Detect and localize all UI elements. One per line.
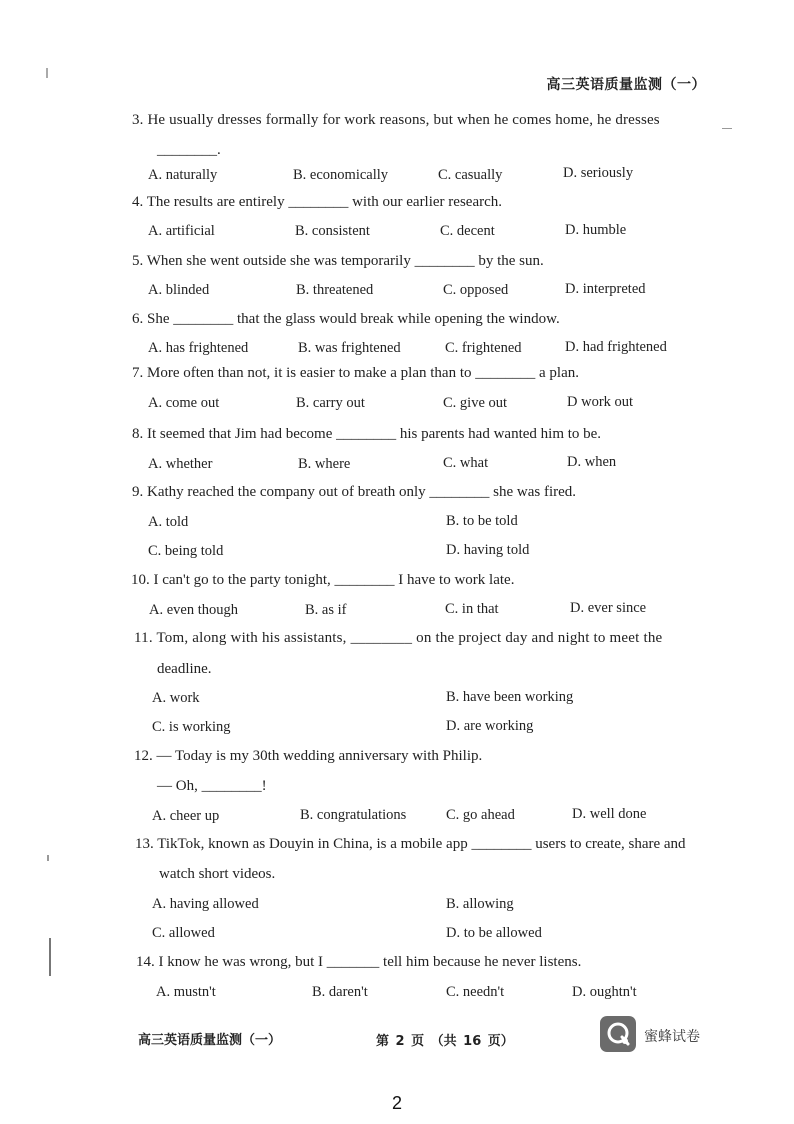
question-5-option-d: D. interpreted [565, 281, 646, 297]
question-7-option-d: D work out [567, 394, 634, 410]
question-4-stem: 4. The results are entirely ________ with our earlier research. [132, 194, 503, 210]
question-9-option-a: A. told [148, 514, 189, 530]
question-8-option-c: C. what [443, 455, 489, 471]
question-14-stem: 14. I know he was wrong, but I _______ tell him because he never listens. [136, 954, 582, 970]
question-4-option-a: A. artificial [148, 223, 215, 239]
question-5-option-c: C. opposed [443, 282, 509, 298]
question-8-option-b: B. where [298, 456, 351, 472]
question-11-stem-cont: deadline. [157, 661, 212, 677]
footer-exam-title: 高三英语质量监测（一） [138, 1033, 282, 1048]
question-8-option-a: A. whether [148, 456, 213, 472]
question-3-stem-cont: ________. [157, 142, 221, 158]
page-number: 2 [391, 1093, 402, 1113]
question-14-option-a: A. mustn't [156, 984, 216, 1000]
scan-dot-top-left [46, 68, 48, 78]
question-12-option-b: B. congratulations [300, 807, 407, 823]
question-12-option-d: D. well done [572, 806, 647, 822]
question-6-option-d: D. had frightened [565, 339, 667, 355]
question-9-option-b: B. to be told [446, 513, 518, 529]
brand-name: 蜜蜂试卷 [644, 1029, 700, 1045]
question-11-stem: 11. Tom, along with his assistants, ________ on the project day and night to meet the [134, 630, 663, 646]
question-8-stem: 8. It seemed that Jim had become ________ his parents had wanted him to be. [132, 426, 602, 442]
question-12-option-a: A. cheer up [152, 808, 220, 824]
footer-page-info: 第 2 页 （共 16 页） [376, 1034, 514, 1049]
question-3-option-d: D. seriously [563, 165, 634, 181]
question-8-option-d: D. when [567, 454, 617, 470]
question-12-stem-cont: — Oh, ________! [157, 778, 267, 794]
question-5-option-b: B. threatened [296, 282, 374, 298]
question-9-option-d: D. having told [446, 542, 530, 558]
question-7-option-a: A. come out [148, 395, 220, 411]
question-12-option-c: C. go ahead [446, 807, 515, 823]
question-4-option-b: B. consistent [295, 223, 370, 239]
question-10-stem: 10. I can't go to the party tonight, ________ I have to work late. [131, 572, 515, 588]
question-6-option-a: A. has frightened [148, 340, 249, 356]
question-3-option-b: B. economically [293, 167, 389, 183]
question-11-option-d: D. are working [446, 718, 534, 734]
question-10-option-b: B. as if [305, 602, 347, 618]
question-13-stem-cont: watch short videos. [159, 866, 276, 882]
question-3-option-a: A. naturally [148, 167, 218, 183]
question-10-option-d: D. ever since [570, 600, 647, 616]
question-12-stem: 12. — Today is my 30th wedding anniversary with Philip. [134, 748, 483, 764]
question-5-option-a: A. blinded [148, 282, 210, 298]
question-11-option-b: B. have been working [446, 689, 574, 705]
question-4-option-c: C. decent [440, 223, 495, 239]
question-10-option-a: A. even though [149, 602, 238, 618]
question-13-option-d: D. to be allowed [446, 925, 542, 941]
header-title: 高三英语质量监测（一） [546, 77, 706, 93]
question-14-option-b: B. daren't [312, 984, 368, 1000]
question-7-option-b: B. carry out [296, 395, 365, 411]
question-13-stem: 13. TikTok, known as Douyin in China, is a mobile app ________ users to create, share and [135, 836, 686, 852]
question-6-option-b: B. was frightened [298, 340, 401, 356]
question-7-option-c: C. give out [443, 395, 508, 411]
question-11-option-c: C. is working [152, 719, 231, 735]
brand-logo-icon [600, 1016, 636, 1052]
question-14-option-d: D. oughtn't [572, 984, 637, 1000]
question-6-stem: 6. She ________ that the glass would break while opening the window. [132, 311, 560, 327]
question-13-option-c: C. allowed [152, 925, 215, 941]
question-14-option-c: C. needn't [446, 984, 505, 1000]
question-3-stem: 3. He usually dresses formally for work reasons, but when he comes home, he dresses [132, 112, 660, 128]
scan-curve-right [722, 128, 732, 129]
question-4-option-d: D. humble [565, 222, 627, 238]
scan-mark-left [49, 938, 51, 976]
question-11-option-a: A. work [152, 690, 200, 706]
question-5-stem: 5. When she went outside she was temporarily ________ by the sun. [132, 253, 544, 269]
question-9-stem: 9. Kathy reached the company out of breath only ________ she was fired. [132, 484, 577, 500]
question-10-option-c: C. in that [445, 601, 499, 617]
scan-dot-left [47, 855, 49, 861]
question-9-option-c: C. being told [148, 543, 224, 559]
question-13-option-a: A. having allowed [152, 896, 259, 912]
question-3-option-c: C. casually [438, 167, 503, 183]
question-6-option-c: C. frightened [445, 340, 522, 356]
question-13-option-b: B. allowing [446, 896, 514, 912]
question-7-stem: 7. More often than not, it is easier to make a plan than to ________ a plan. [132, 365, 579, 381]
